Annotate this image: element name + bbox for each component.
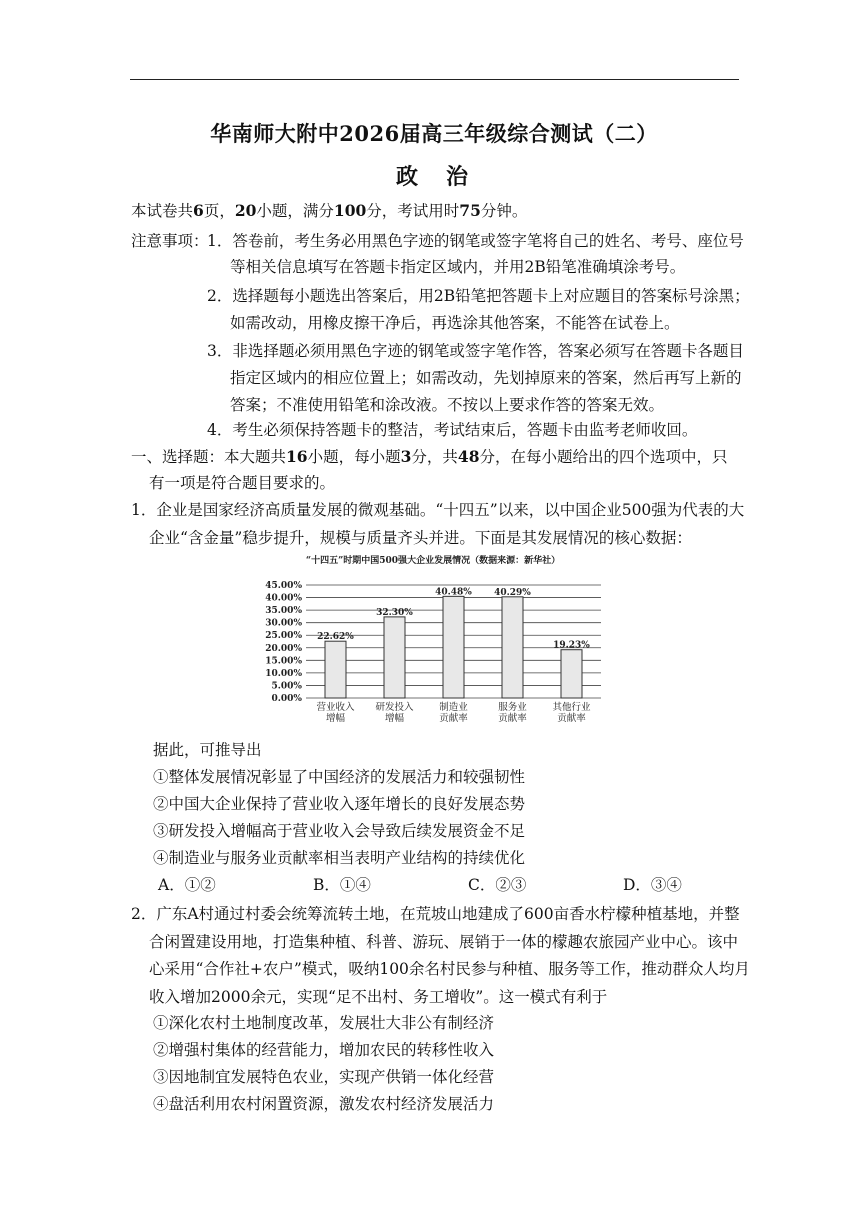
data-label: 22.62% bbox=[317, 632, 354, 643]
x-tick-label: 营业收入 bbox=[316, 702, 355, 713]
data-label: 40.29% bbox=[494, 587, 531, 598]
q2-statement: ②增强村集体的经营能力，增加农民的转移性收入 bbox=[153, 1041, 495, 1059]
section-heading-cont: 有一项是符合题目要求的。 bbox=[149, 474, 336, 492]
x-tick-label: 增幅 bbox=[384, 713, 405, 724]
bar-chart bbox=[258, 551, 608, 731]
data-label: 40.48% bbox=[435, 587, 472, 598]
note-line: 如需改动，用橡皮擦干净后，再选涂其他答案，不能答在试卷上。 bbox=[230, 314, 680, 332]
data-label: 19.23% bbox=[553, 640, 590, 651]
q1-statement: ①整体发展情况彰显了中国经济的发展活力和较强韧性 bbox=[153, 768, 526, 786]
x-tick-label: 制造业 bbox=[439, 702, 468, 713]
q2-stem: 收入增加2000余元，实现“足不出村、务工增收”。这一模式有利于 bbox=[149, 988, 608, 1006]
bar bbox=[443, 596, 464, 698]
q2-statement: ③因地制宜发展特色农业，实现产供销一体化经营 bbox=[153, 1068, 495, 1086]
q1-stem: 企业“含金量”稳步提升，规模与质量齐头并进。下面是其发展情况的核心数据： bbox=[149, 529, 692, 547]
y-tick-label: 15.00% bbox=[265, 656, 302, 667]
y-tick-label: 20.00% bbox=[265, 643, 302, 654]
q1-statement: ②中国大企业保持了营业收入逐年增长的良好发展态势 bbox=[153, 795, 526, 813]
x-tick-label: 贡献率 bbox=[557, 713, 586, 724]
note-line: 4．考生必须保持答题卡的整洁，考试结束后，答题卡由监考老师收回。 bbox=[207, 421, 698, 439]
x-tick-label: 贡献率 bbox=[498, 713, 527, 724]
note-line: 2．选择题每小题选出答案后，用2B铅笔把答题卡上对应题目的答案标号涂黑； bbox=[207, 287, 750, 305]
q1-option-a[interactable]: A．①② bbox=[158, 876, 216, 894]
q1-option-d[interactable]: D．③④ bbox=[623, 876, 682, 894]
q2-stem: 2．广东A村通过村委会统筹流转土地，在荒坡山地建成了600亩香水柠檬种植基地，并整 bbox=[131, 905, 740, 923]
note-line: 答案；不准使用铅笔和涂改液。不按以上要求作答的答案无效。 bbox=[230, 396, 665, 414]
q2-stem: 心采用“合作社+农户”模式，吸纳100余名村民参与种植、服务等工作，推动群众人均月 bbox=[149, 960, 750, 978]
q1-stem: 1．企业是国家经济高质量发展的微观基础。“十四五”以来，以中国企业500强为代表的大 bbox=[131, 501, 745, 519]
x-tick-label: 其他行业 bbox=[552, 702, 591, 713]
q2-statement: ①深化农村土地制度改革，发展壮大非公有制经济 bbox=[153, 1014, 495, 1032]
y-tick-label: 5.00% bbox=[271, 681, 302, 692]
x-tick-label: 贡献率 bbox=[439, 713, 468, 724]
bar bbox=[502, 597, 523, 698]
notes-label: 注意事项： bbox=[131, 232, 209, 250]
x-tick-label: 服务业 bbox=[498, 702, 527, 713]
section-heading: 一、选择题：本大题共16小题，每小题3分，共48分，在每小题给出的四个选项中，只 bbox=[131, 447, 728, 466]
q2-statement: ④盘活利用农村闲置资源，激发农村经济发展活力 bbox=[153, 1095, 495, 1113]
subject-title: 政治 bbox=[395, 164, 496, 190]
x-tick-label: 研发投入 bbox=[375, 702, 414, 713]
note-line: 1．答卷前，考生务必用黑色字迹的钢笔或签字笔将自己的姓名、考号、座位号 bbox=[207, 232, 744, 250]
q2-stem: 合闲置建设用地，打造集种植、科普、游玩、展销于一体的檬趣农旅园产业中心。该中 bbox=[149, 933, 739, 951]
x-tick-label: 增幅 bbox=[325, 713, 346, 724]
y-tick-label: 25.00% bbox=[265, 631, 302, 642]
y-tick-label: 0.00% bbox=[271, 694, 302, 704]
note-line: 指定区域内的相应位置上；如需改动，先划掉原来的答案，然后再写上新的 bbox=[230, 369, 742, 387]
q1-statement: ③研发投入增幅高于营业收入会导致后续发展资金不足 bbox=[153, 822, 526, 840]
top-rule bbox=[130, 79, 739, 80]
y-tick-label: 40.00% bbox=[265, 593, 302, 604]
y-tick-label: 10.00% bbox=[265, 668, 302, 679]
chart-title: “十四五”时期中国500强大企业发展情况（数据来源：新华社） bbox=[305, 556, 561, 566]
note-line: 3．非选择题必须用黑色字迹的钢笔或签字笔作答，答案必须写在答题卡各题目 bbox=[207, 342, 744, 360]
y-tick-label: 45.00% bbox=[265, 581, 302, 591]
intro-line: 本试卷共6页，20小题，满分100分，考试用时75分钟。 bbox=[131, 201, 528, 220]
exam-title: 华南师大附中2026届高三年级综合测试（二） bbox=[210, 121, 658, 146]
y-tick-label: 30.00% bbox=[265, 618, 302, 629]
bar bbox=[384, 617, 405, 698]
note-line: 等相关信息填写在答题卡指定区域内，并用2B铅笔准确填涂考号。 bbox=[230, 258, 686, 276]
q1-option-b[interactable]: B．①④ bbox=[313, 876, 371, 894]
q1-option-c[interactable]: C．②③ bbox=[468, 876, 527, 894]
q1-statement: ④制造业与服务业贡献率相当表明产业结构的持续优化 bbox=[153, 849, 526, 867]
q1-lead: 据此，可推导出 bbox=[153, 741, 262, 759]
y-tick-label: 35.00% bbox=[265, 606, 302, 617]
data-label: 32.30% bbox=[376, 607, 413, 618]
bar bbox=[325, 641, 346, 698]
bar bbox=[561, 650, 582, 698]
